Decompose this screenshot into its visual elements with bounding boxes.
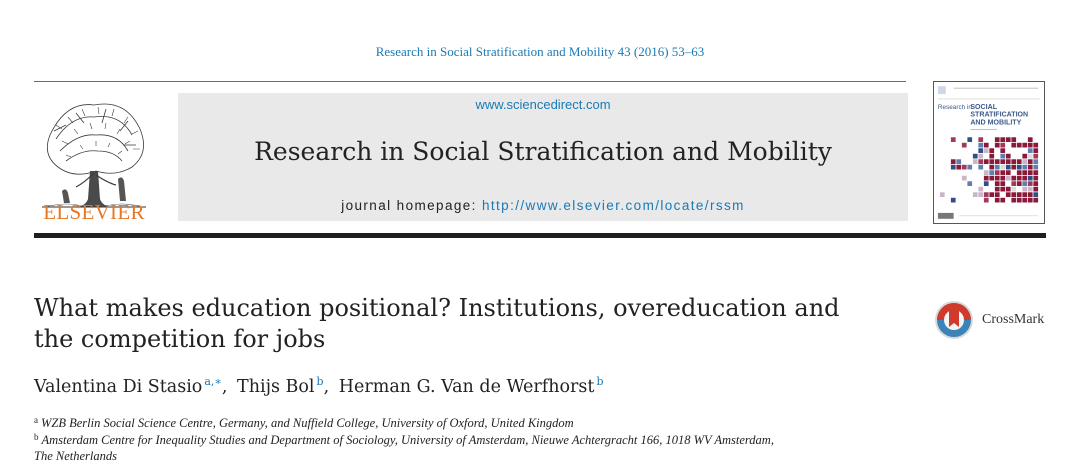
cover-mosaic-tile [1011,187,1016,192]
cover-mosaic-tile [1000,148,1005,153]
cover-mosaic-tile [1000,198,1005,203]
cover-mosaic-tile [951,198,956,203]
cover-mosaic-tile [1033,176,1038,181]
cover-mosaic-tile [1011,159,1016,164]
affiliation-marker: b [34,432,39,442]
cover-mosaic-tile [984,143,989,148]
journal-citation[interactable]: Research in Social Stratification and Mobility 43 (2016) 53–63 [375,44,705,59]
affiliation-marker: a [34,415,38,425]
cover-mosaic-tile [956,159,961,164]
author-affiliation-marker[interactable]: b [316,375,324,388]
affiliation-text-continued: The Netherlands [34,449,117,463]
cover-mosaic-tile [1000,170,1005,175]
cover-title-line1: SOCIAL [970,103,998,111]
cover-mosaic-tile [978,192,983,197]
cover-mosaic-tile [995,187,1000,192]
cover-mosaic-tile [1017,192,1022,197]
cover-mosaic-tile [1033,192,1038,197]
cover-mosaic-tile [1028,154,1033,159]
cover-mosaic-tile [1006,170,1011,175]
author-list [34,375,604,397]
cover-mosaic-tile [984,176,989,181]
cover-mosaic-tile [1028,165,1033,170]
crossmark-label[interactable]: CrossMark [982,312,1045,327]
cover-mosaic-tile [1033,187,1038,192]
cover-mosaic-tile [1022,198,1027,203]
cover-mosaic-tile [1006,187,1011,192]
cover-mosaic-tile [1028,192,1033,197]
journal-title: Research in Social Stratification and Mobility [254,137,832,166]
cover-mosaic-tile [962,143,967,148]
cover-mosaic-tile [1022,170,1027,175]
cover-mosaic-tile [1017,143,1022,148]
cover-mosaic-tile [1011,143,1016,148]
article-title-line1: What makes education positional? Institutions, overeducation and [34,294,840,322]
header-divider [34,81,906,82]
cover-mosaic-tile [984,170,989,175]
cover-mosaic-tile [962,165,967,170]
cover-mosaic-tile [1011,192,1016,197]
cover-mosaic-tile [1006,137,1011,142]
cover-mosaic-tile [995,137,1000,142]
cover-mosaic-tile [973,159,978,164]
cover-mosaic-tile [1033,181,1038,186]
cover-mosaic-tile [984,159,989,164]
cover-mosaic-tile [978,137,983,142]
cover-mosaic-tile [973,154,978,159]
cover-mosaic-tile [1028,159,1033,164]
cover-mosaic-tile [989,148,994,153]
cover-mosaic-tile [1000,143,1005,148]
author-name[interactable]: Valentina Di Stasio [34,377,203,397]
cover-mosaic-tile [1006,165,1011,170]
cover-mosaic-tile [1033,143,1038,148]
cover-title-line3: AND MOBILITY [970,119,1022,127]
cover-mosaic-tile [973,192,978,197]
cover-mosaic-tile [1006,154,1011,159]
cover-mosaic-tile [951,165,956,170]
homepage-label: journal homepage: [341,198,482,213]
publisher-name: ELSEVIER [43,200,145,224]
cover-mosaic-tile [1017,198,1022,203]
cover-mosaic-tile [967,137,972,142]
cover-mosaic-tile [1028,181,1033,186]
cover-mosaic-tile [995,165,1000,170]
cover-mosaic-tile [1000,159,1005,164]
cover-mosaic-tile [1000,165,1005,170]
author-affiliation-marker[interactable]: b [596,375,604,388]
cover-mosaic-tile [1028,176,1033,181]
cover-mosaic-tile [962,176,967,181]
cover-mosaic-tile [1033,170,1038,175]
affiliation-text: Amsterdam Centre for Inequality Studies and Department of Sociology, University of Amsterdam, Nieuwe Achtergracht 166, 1018 WV Amsterdam, [41,433,774,447]
cover-mosaic-tile [1017,165,1022,170]
cover-mosaic-tile [1006,176,1011,181]
sciencedirect-link[interactable]: www.sciencedirect.com [475,97,611,112]
author-affiliation-marker[interactable]: a,∗ [204,375,222,388]
journal-homepage-line [178,198,908,213]
cover-mosaic-tile [995,192,1000,197]
cover-mosaic-tile [1011,198,1016,203]
cover-mosaic-tile [1022,187,1027,192]
cover-mosaic-tile [1022,181,1027,186]
cover-mosaic-tile [995,143,1000,148]
cover-mosaic-tile [989,154,994,159]
cover-mosaic-tile [1000,176,1005,181]
cover-mosaic-tile [984,181,989,186]
cover-mosaic-tile [1000,181,1005,186]
cover-mosaic-tile [940,192,945,197]
header-bottom-rule [34,233,1046,238]
cover-mosaic-tile [1028,170,1033,175]
cover-prefix: Research in [937,103,972,111]
cover-mosaic-tile [995,170,1000,175]
cover-mosaic-tile [984,198,989,203]
cover-mosaic-tile [1011,137,1016,142]
cover-mosaic-tile [1028,187,1033,192]
cover-mosaic-tile [1017,170,1022,175]
cover-mosaic-tile [1022,159,1027,164]
cover-mosaic-tile [1017,159,1022,164]
cover-mosaic-tile [989,192,994,197]
cover-mosaic-tile [978,165,983,170]
cover-mosaic-tile [1033,165,1038,170]
cover-mosaic-tile [984,148,989,153]
cover-mosaic-tile [1033,154,1038,159]
author-name[interactable]: Thijs Bol [237,377,315,397]
journal-cover-thumbnail[interactable] [933,81,1045,224]
journal-banner [178,93,908,221]
cover-mosaic-tile [989,165,994,170]
affiliation-b [34,429,884,464]
cover-mosaic-tile [989,176,994,181]
cover-mosaic-tile [995,181,1000,186]
cover-mosaic-tile [1033,159,1038,164]
cover-mosaic-tile [1022,154,1027,159]
cover-mosaic-tile [1028,143,1033,148]
cover-mosaic-tile [1022,192,1027,197]
cover-mosaic-tile [984,192,989,197]
cover-mosaic-tile [1022,165,1027,170]
author-separator: , [221,377,228,397]
cover-mosaic-tile [951,137,956,142]
cover-mosaic-tile [995,198,1000,203]
cover-mosaic-tile [1000,137,1005,142]
cover-mosaic-tile [1011,181,1016,186]
cover-mosaic-tile [967,165,972,170]
cover-mosaic-tile [1011,165,1016,170]
cover-mosaic-tile [951,159,956,164]
cover-mosaic-tile [1028,148,1033,153]
article-title-line2: the competition for jobs [34,325,326,353]
article-title [34,293,894,355]
cover-mosaic-tile [967,181,972,186]
cover-mosaic-tile [995,159,1000,164]
homepage-url[interactable]: http://www.elsevier.com/locate/rssm [481,198,745,213]
cover-mosaic-tile [1011,176,1016,181]
cover-mosaic-tile [1000,187,1005,192]
cover-mosaic-tile [978,148,983,153]
cover-mosaic-tile [995,176,1000,181]
cover-mosaic-tile [1022,143,1027,148]
cover-mosaic-tile [1022,176,1027,181]
cover-mosaic-tile [1017,181,1022,186]
author-name[interactable]: Herman G. Van de Werfhorst [338,377,595,397]
author-separator: , [323,377,330,397]
cover-mosaic-tile [989,159,994,164]
cover-mosaic-tile [1006,159,1011,164]
cover-mosaic-tile [989,170,994,175]
cover-mosaic-tile [1028,137,1033,142]
cover-mosaic-tile [956,165,961,170]
cover-mosaic-tile [978,159,983,164]
cover-mosaic-tile [978,187,983,192]
cover-title-line2: STRATIFICATION [970,111,1029,119]
cover-mosaic-tile [1033,148,1038,153]
cover-mosaic-tile [978,154,983,159]
cover-mosaic-tile [1000,154,1005,159]
affiliation-text: WZB Berlin Social Science Centre, Germany, and Nuffield College, University of Oxford, United Kingdom [41,416,574,430]
cover-mosaic-tile [1006,192,1011,197]
cover-mosaic-tile [1028,198,1033,203]
cover-mosaic-tile [978,143,983,148]
cover-mosaic-tile [1033,198,1038,203]
cover-mosaic-tile [1017,176,1022,181]
